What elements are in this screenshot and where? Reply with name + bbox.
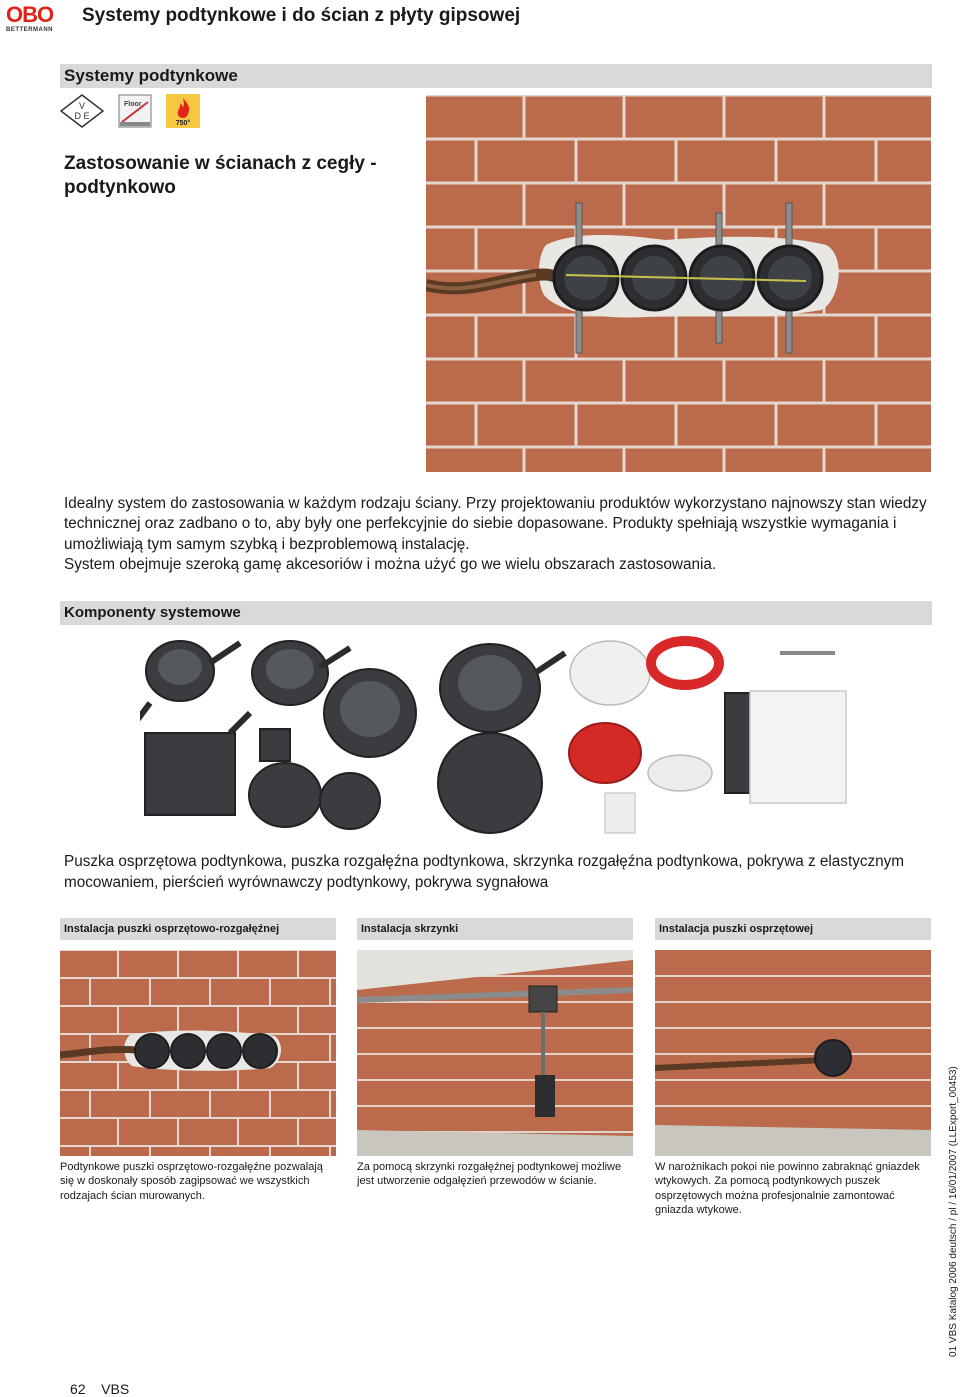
footer-section: VBS — [101, 1381, 130, 1397]
section-title-systems: Systemy podtynkowe — [60, 64, 932, 88]
vde-cert-icon — [60, 94, 94, 128]
components-caption: Puszka osprzętowa podtynkowa, puszka rozgałęźna podtynkowa, skrzynka rozgałęźna podtynkowa, pokrywa z elastycznym mocowaniem, pierścień wyrównawczy podtynkowy, pokrywa sygnałowa — [64, 853, 905, 891]
install-caption-enclosure: Za pomocą skrzynki rozgałęźnej podtynkowej możliwe jest utworzenie odgałęzień przewodów w ścianie. — [357, 1161, 622, 1188]
system-components-image — [140, 633, 852, 841]
install-image-junction-box — [60, 950, 336, 1156]
description-paragraph-1: Idealny system do zastosowania w każdym rodzaju ściany. Przy projektowaniu produktów wykorzystano najnowszy stan wiedzy technicznej oraz zadbano o to, aby były one perfekcyjnie do siebie dopasowane. Produkty spełniają wszystkie wymagania i umożliwiają tym samym szybką i bezproblemową instalację. — [64, 495, 927, 553]
page-title: Systemy podtynkowe i do ścian z płyty gipsowej — [82, 5, 521, 26]
install-image-device-box — [655, 950, 931, 1156]
svg-text:750°: 750° — [175, 120, 191, 127]
svg-text:Floor: Floor — [124, 101, 142, 108]
page-number: 62 — [70, 1381, 86, 1397]
install-caption-device-box: W narożnikach pokoi nie powinno zabraknąć gniazdek wtykowych. Za pomocą podtynkowych puszek osprzętowych można profesjonalnie zamontować gniazda wtykowe. — [655, 1161, 920, 1216]
floor-cert-icon — [118, 94, 152, 128]
catalog-side-note: 01 VBS Katalog 2006 deutsch / pl / 16/01/2007 (LLExport_00453) — [948, 1066, 959, 1357]
install-title-enclosure: Instalacja skrzynki — [357, 918, 633, 940]
description-paragraph-2: System obejmuje szeroką gamę akcesoriów i można użyć go we wielu obszarach zastosowania. — [64, 555, 717, 573]
brick-wall-installation-image — [426, 95, 931, 472]
install-title-junction-box: Instalacja puszki osprzętowo-rozgałęźnej — [60, 918, 336, 940]
obo-logo — [6, 4, 64, 36]
logo-subtext: BETTERMANN — [6, 27, 53, 33]
svg-text:D E: D E — [74, 111, 90, 121]
install-title-device-box: Instalacja puszki osprzętowej — [655, 918, 931, 940]
svg-text:V: V — [78, 101, 86, 111]
logo-text: OBO — [6, 2, 54, 27]
application-subtitle: Zastosowanie w ścianach z cegły - podtynkowo — [64, 153, 377, 198]
install-caption-junction-box: Podtynkowe puszki osprzętowo-rozgałęźne pozwalają się w doskonały sposób zagipsować we wszystkich rodzajach ścian murowanych. — [60, 1161, 323, 1202]
section-title-components: Komponenty systemowe — [60, 601, 932, 625]
install-image-enclosure — [357, 950, 633, 1156]
page-footer — [70, 1381, 129, 1397]
description-text — [64, 494, 930, 575]
fire-750-icon — [166, 94, 200, 128]
